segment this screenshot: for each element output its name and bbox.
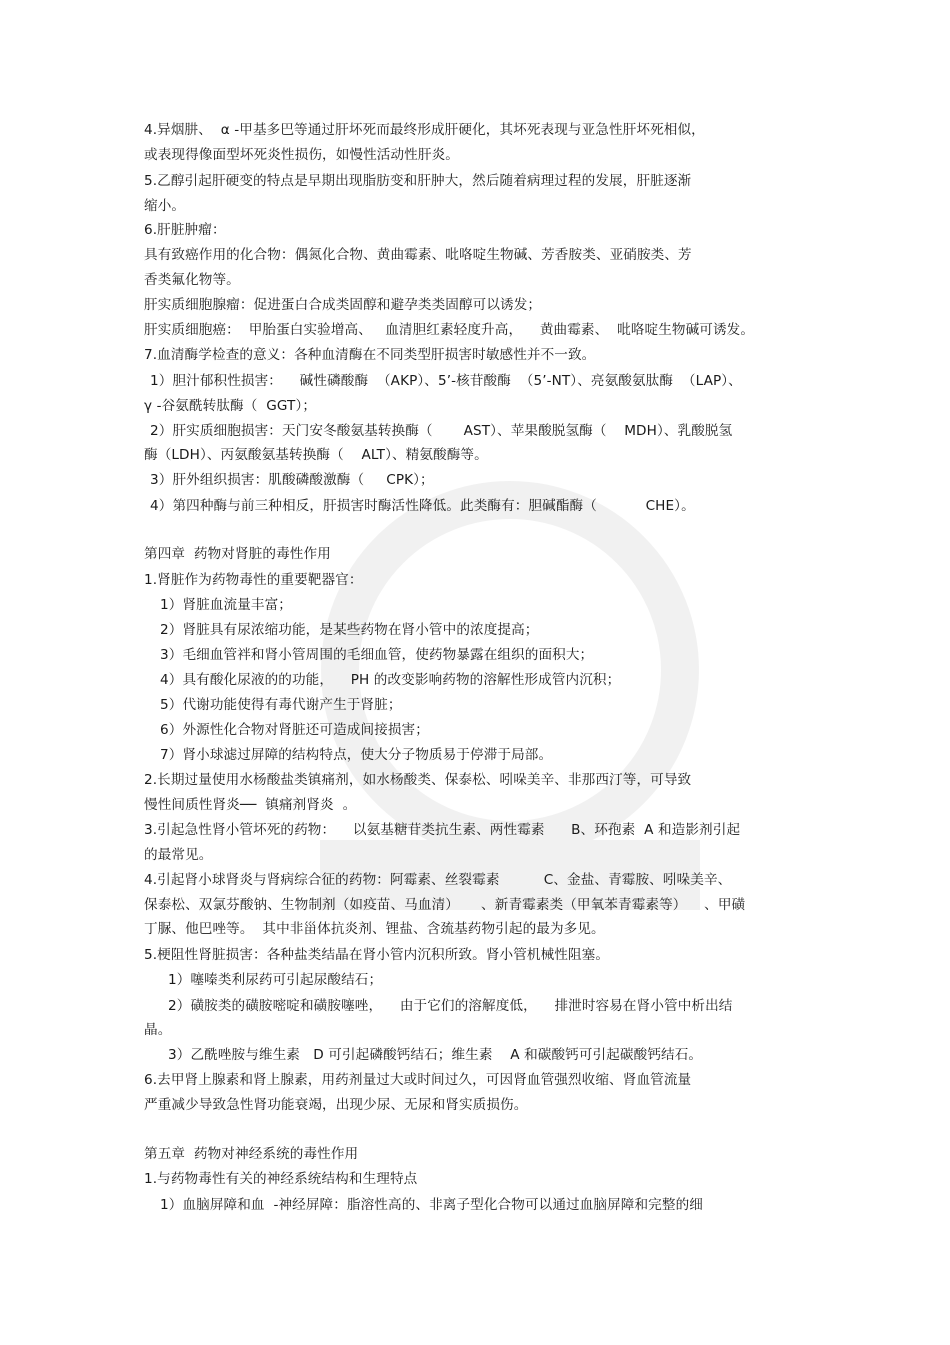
text-line: 肝实质细胞癌： 甲胎蛋白实验增高、 血清胆红素轻度升高， 黄曲霉素、 吡咯啶生物碱可诱发。 xyxy=(144,322,755,338)
text-line: 5.梗阻性肾脏损害：各种盐类结晶在肾小管内沉积所致。肾小管机械性阻塞。 xyxy=(144,947,610,963)
text-line: 6.肝脏肿瘤： xyxy=(144,222,226,238)
list-item: 1）血脑屏障和血 -神经屏障：脂溶性高的、非离子型化合物可以通过血脑屏障和完整的细 xyxy=(160,1197,703,1213)
text-line: 保泰松、双氯芬酸钠、生物制剂（如疫苗、马血清） 、新青霉素类（甲氧苯青霉素等） 、甲磺 xyxy=(144,897,746,913)
text-line: 6.去甲肾上腺素和肾上腺素，用药剂量过大或时间过久，可因肾血管强烈收缩、肾血管流量 xyxy=(144,1072,692,1088)
text-line: 肝实质细胞腺瘤：促进蛋白合成类固醇和避孕类类固醇可以诱发； xyxy=(144,297,542,313)
list-item: 2）肾脏具有尿浓缩功能，是某些药物在肾小管中的浓度提高； xyxy=(160,622,539,638)
text-line: 5.乙醇引起肝硬变的特点是早期出现脂肪变和肝肿大，然后随着病理过程的发展，肝脏逐渐 xyxy=(144,173,692,189)
text-line: 2.长期过量使用水杨酸盐类镇痛剂，如水杨酸类、保泰松、吲哚美辛、非那西汀等，可导致 xyxy=(144,772,692,788)
text-line: 3）肝外组织损害：肌酸磷酸激酶（ CPK）； xyxy=(150,472,434,488)
text-line: 丁脲、他巴唑等。 其中非甾体抗炎剂、锂盐、含巯基药物引起的最为多见。 xyxy=(144,921,605,937)
list-item: 3）乙酰唑胺与维生素 D 可引起磷酸钙结石；维生素 A 和碳酸钙可引起碳酸钙结石。 xyxy=(168,1047,703,1063)
text-line: 3.引起急性肾小管坏死的药物： 以氨基糖苷类抗生素、两性霉素 B、环孢素 A 和造影剂引起 xyxy=(144,822,741,838)
text-line: 慢性间质性肾炎── 镇痛剂肾炎 。 xyxy=(144,797,357,813)
list-item: 3）毛细血管袢和肾小管周围的毛细血管，使药物暴露在组织的面积大； xyxy=(160,647,594,663)
list-item: 5）代谢功能使得有毒代谢产生于肾脏； xyxy=(160,697,402,713)
chapter-heading: 第五章 药物对神经系统的毒性作用 xyxy=(144,1146,359,1162)
text-line: 1.肾脏作为药物毒性的重要靶器官： xyxy=(144,572,363,588)
chapter-heading: 第四章 药物对肾脏的毒性作用 xyxy=(144,546,331,562)
text-line: 具有致癌作用的化合物：偶氮化合物、黄曲霉素、吡咯啶生物碱、芳香胺类、亚硝胺类、芳 xyxy=(144,247,692,263)
text-line: 4.引起肾小球肾炎与肾病综合征的药物：阿霉素、丝裂霉素 C、金盐、青霉胺、吲哚美辛、 xyxy=(144,872,732,888)
list-item: 1）肾脏血流量丰富； xyxy=(160,597,292,613)
list-item: 2）磺胺类的磺胺嘧啶和磺胺噻唑， 由于它们的溶解度低， 排泄时容易在肾小管中析出结 xyxy=(168,998,733,1014)
list-item: 6）外源性化合物对肾脏还可造成间接损害； xyxy=(160,722,429,738)
text-line: 严重减少导致急性肾功能衰竭，出现少尿、无尿和肾实质损伤。 xyxy=(144,1097,528,1113)
text-line: 2）肝实质细胞损害：天门安冬酸氨基转换酶（ AST）、苹果酸脱氢酶（ MDH）、乳酸脱氢 xyxy=(150,423,733,439)
text-line: 7.血清酶学检查的意义：各种血清酶在不同类型肝损害时敏感性并不一致。 xyxy=(144,347,596,363)
text-line: 缩小。 xyxy=(144,198,186,214)
text-line: 酶（LDH）、丙氨酸氨基转换酶（ ALT）、精氨酸酶等。 xyxy=(144,447,488,463)
text-line: 4）第四种酶与前三种相反，肝损害时酶活性降低。此类酶有：胆碱酯酶（ CHE）。 xyxy=(150,498,695,514)
text-line: 香类氟化物等。 xyxy=(144,272,240,288)
text-line: 或表现得像面型坏死炎性损伤，如慢性活动性肝炎。 xyxy=(144,147,459,163)
list-item: 1）噻嗪类利尿药可引起尿酸结石； xyxy=(168,972,383,988)
text-line: 1.与药物毒性有关的神经系统结构和生理特点 xyxy=(144,1171,418,1187)
list-item: 7）肾小球滤过屏障的结构特点，使大分子物质易于停滞于局部。 xyxy=(160,747,553,763)
text-line: 晶。 xyxy=(144,1022,172,1038)
text-line: 1）胆汁郁积性损害： 碱性磷酸酶 （AKP）、5’-核苷酸酶 （5’-NT）、亮氨酸氨肽酶 （LAP）、 xyxy=(150,373,742,389)
text-line: γ -谷氨酰转肽酶（ GGT）； xyxy=(144,398,317,414)
text-line: 的最常见。 xyxy=(144,847,213,863)
text-line: 4.异烟肼、 α -甲基多巴等通过肝坏死而最终形成肝硬化，其坏死表现与亚急性肝坏死相似， xyxy=(144,122,705,138)
list-item: 4）具有酸化尿液的的功能， PH 的改变影响药物的溶解性形成管内沉积； xyxy=(160,672,621,688)
